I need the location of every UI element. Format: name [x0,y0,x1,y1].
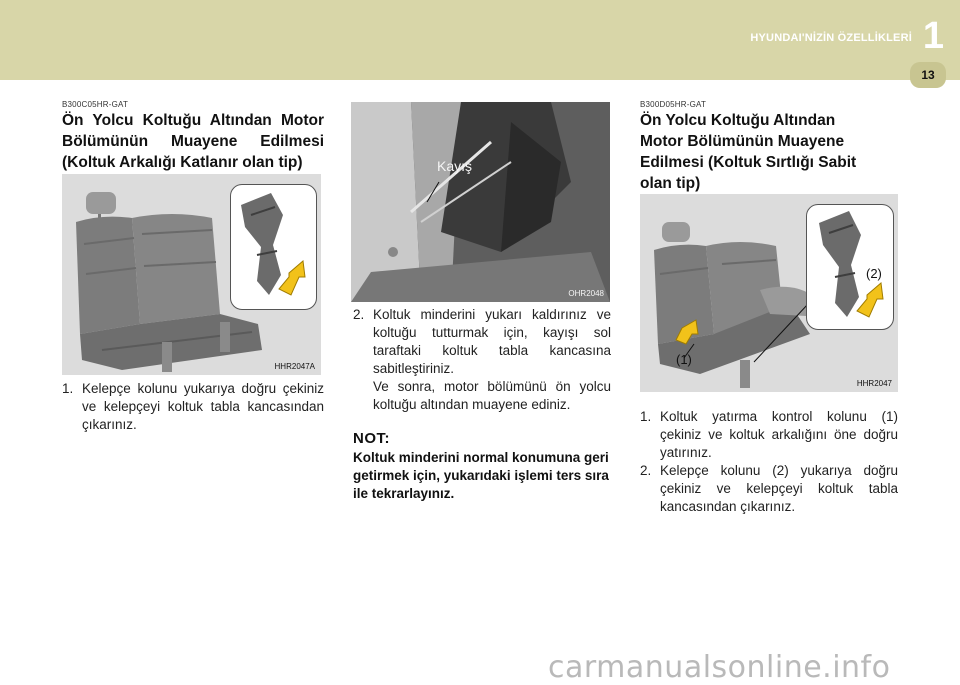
step-text: Koltuk yatırma kontrol kolunu (1) çekiniz ve koltuk arkalığını öne doğru yatırınız. [660,409,898,460]
page-number: 13 [921,68,935,82]
left-step-1 [62,380,324,434]
page-number-tab [910,62,946,88]
right-section [640,100,896,194]
step-text: Kelepçe kolunu yukarıya doğru çekiniz ve kelepçeyi koltuk tabla kancasından çıkarınız. [82,381,324,432]
section-code: B300C05HR-GAT [62,100,129,109]
step-text: Koltuk minderini yukarı kaldırınız ve koltuğu tutturmak için, kayışı sol taraftaki koltuk tabla kancasına sabitleştiriniz. [373,307,611,376]
detail-inset [230,184,317,310]
strap-illustration [351,102,610,302]
note-title: NOT: [353,430,390,447]
callout-2: (2) [866,266,882,281]
section-code: B300D05HR-GAT [640,100,707,109]
watermark: carmanualsonline.info [548,650,891,685]
step-text-continued: Ve sonra, motor bölümünü ön yolcu koltuğu altından muayene ediniz. [373,379,611,412]
section-heading: Ön Yolcu Koltuğu Altından Motor Bölümünün Muayene Edilmesi (Koltuk Sırtlığı Sabit olan tip) [640,112,857,192]
seat-photo-folding [62,174,321,375]
callout-1: (1) [676,352,692,367]
step-number: 2. [353,307,365,322]
section-heading: Ön Yolcu Koltuğu Altından Motor Bölümünün Muayene Edilmesi (Koltuk Arkalığı Katlanır olan tip) [62,112,324,171]
seat-photo-fixed [640,194,898,392]
arrow-icon [279,261,305,295]
right-step-2 [640,462,898,516]
note-body: Koltuk minderini normal konumuna geri getirmek için, yukarıdaki işlemi ters sıra ile tekrarlayınız. [353,450,609,501]
step-number: 1. [62,381,74,396]
step-number: 1. [640,409,652,424]
strap-label: Kayış [437,158,473,174]
photo-code: HHR2047A [274,362,315,371]
lever-detail [231,185,316,309]
step-number: 2. [640,463,652,478]
photo-code: OHR2048 [568,289,604,298]
step-text: Kelepçe kolunu (2) yukarıya doğru çekiniz ve kelepçeyi koltuk tabla kancasından çıkarınız. [660,463,898,514]
chapter-title: HYUNDAI'NİZİN ÖZELLİKLERİ [750,32,912,44]
left-section [62,100,324,173]
arrow-icon [857,283,883,317]
note-block [353,430,611,503]
middle-step-2 [353,306,611,414]
seat-strap-photo [351,102,610,302]
photo-code: HHR2047 [856,379,892,388]
chapter-number: 1 [922,15,944,57]
right-step-1 [640,408,898,462]
